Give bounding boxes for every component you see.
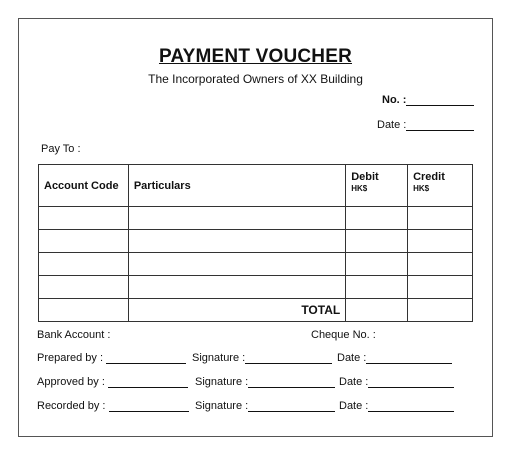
total-label: TOTAL	[128, 299, 345, 322]
header-credit-unit: HK$	[413, 184, 430, 193]
header-account-code: Account Code	[39, 165, 129, 207]
prepared-by-blank[interactable]	[106, 363, 186, 364]
voucher-table	[38, 164, 473, 322]
particulars-cell[interactable]	[128, 253, 345, 276]
table-header-row	[39, 165, 473, 207]
table-row	[39, 253, 473, 276]
prepared-by-field	[37, 352, 186, 364]
total-debit-cell[interactable]	[346, 299, 408, 322]
signature-label: Signature :	[195, 376, 249, 388]
total-row	[39, 299, 473, 322]
recorded-by-label: Recorded by :	[37, 400, 106, 412]
recorded-date-field	[339, 400, 454, 412]
voucher-number-field	[382, 94, 474, 106]
table-row	[39, 230, 473, 253]
approved-date-field	[339, 376, 454, 388]
approved-date-blank[interactable]	[368, 387, 454, 388]
cheque-no-label: Cheque No. :	[311, 329, 376, 341]
credit-cell[interactable]	[408, 230, 473, 253]
credit-cell[interactable]	[408, 253, 473, 276]
account-code-cell[interactable]	[39, 276, 129, 299]
particulars-cell[interactable]	[128, 207, 345, 230]
approved-signature-field	[195, 376, 335, 388]
debit-cell[interactable]	[346, 253, 408, 276]
header-credit-label: Credit	[413, 171, 445, 183]
account-code-cell[interactable]	[39, 207, 129, 230]
voucher-number-blank[interactable]	[406, 105, 474, 106]
voucher-number-label: No. :	[382, 94, 407, 106]
approved-by-field	[37, 376, 188, 388]
header-debit	[346, 165, 408, 207]
prepared-date-blank[interactable]	[366, 363, 452, 364]
signature-label: Signature :	[192, 352, 246, 364]
recorded-by-blank[interactable]	[109, 411, 189, 412]
date-label: Date :	[337, 352, 367, 364]
prepared-by-label: Prepared by :	[37, 352, 104, 364]
credit-cell[interactable]	[408, 276, 473, 299]
date-label: Date :	[339, 400, 369, 412]
approved-signature-blank[interactable]	[248, 387, 335, 388]
table-row	[39, 207, 473, 230]
signature-label: Signature :	[195, 400, 249, 412]
voucher-date-label: Date :	[377, 119, 407, 131]
debit-cell[interactable]	[346, 207, 408, 230]
voucher-date-field	[377, 119, 474, 131]
payment-voucher-sheet	[18, 18, 493, 437]
recorded-signature-blank[interactable]	[248, 411, 335, 412]
total-empty-cell	[39, 299, 129, 322]
voucher-date-blank[interactable]	[406, 130, 474, 131]
header-credit	[408, 165, 473, 207]
prepared-signature-field	[192, 352, 332, 364]
voucher-subtitle: The Incorporated Owners of XX Building	[148, 72, 363, 86]
bank-account-label: Bank Account :	[37, 329, 111, 341]
credit-cell[interactable]	[408, 207, 473, 230]
account-code-cell[interactable]	[39, 230, 129, 253]
total-credit-cell[interactable]	[408, 299, 473, 322]
prepared-signature-blank[interactable]	[245, 363, 332, 364]
approved-by-blank[interactable]	[108, 387, 188, 388]
approved-by-label: Approved by :	[37, 376, 105, 388]
debit-cell[interactable]	[346, 276, 408, 299]
particulars-cell[interactable]	[128, 276, 345, 299]
recorded-by-field	[37, 400, 189, 412]
debit-cell[interactable]	[346, 230, 408, 253]
table-row	[39, 276, 473, 299]
voucher-title: PAYMENT VOUCHER	[158, 46, 353, 67]
date-label: Date :	[339, 376, 369, 388]
particulars-cell[interactable]	[128, 230, 345, 253]
header-particulars: Particulars	[128, 165, 345, 207]
recorded-date-blank[interactable]	[368, 411, 454, 412]
header-debit-label: Debit	[351, 171, 379, 183]
recorded-signature-field	[195, 400, 335, 412]
account-code-cell[interactable]	[39, 253, 129, 276]
prepared-date-field	[337, 352, 452, 364]
header-debit-unit: HK$	[351, 184, 368, 193]
pay-to-label: Pay To :	[41, 143, 81, 155]
